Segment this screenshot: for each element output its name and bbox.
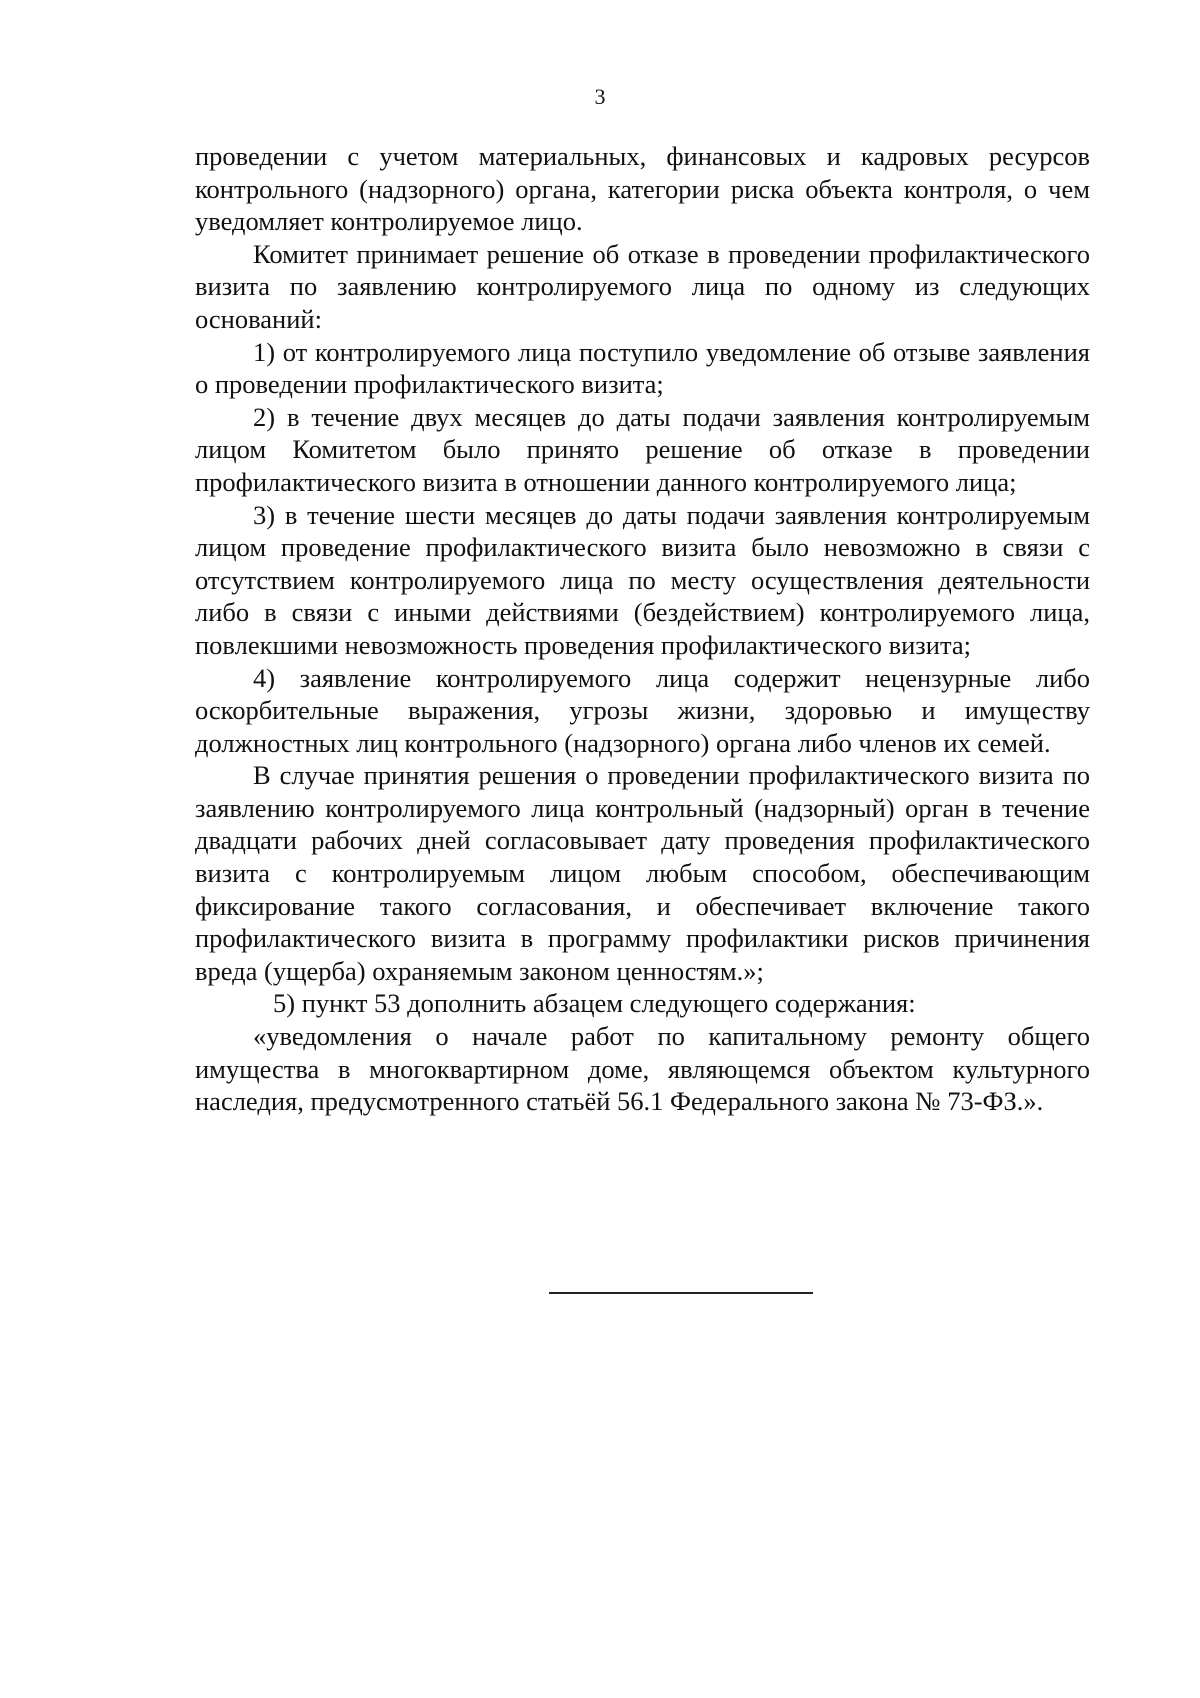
list-item-5: 5) пункт 53 дополнить абзацем следующего содержания: <box>273 988 916 1019</box>
paragraph-refusal-grounds: Комитет принимает решение об отказе в проведении профилактического визита по заявлению контролируемого лица по одному из следующих оснований: <box>195 238 1090 334</box>
paragraph-amendment-quote: «уведомления о начале работ по капитальному ремонту общего имущества в многоквартирном доме, являющемся объектом культурного наследия, предусмотренного статьёй 56.1 Федерального закона № 73-ФЗ.». <box>195 1021 1090 1117</box>
list-item-4: 4) заявление контролируемого лица содержит нецензурные либо оскорбительные выражения, угрозы жизни, здоровью и имуществу должностных лиц контрольного (надзорного) органа либо членов их семей. <box>195 662 1090 758</box>
document-body <box>195 140 1090 1118</box>
page-number: 3 <box>594 84 606 109</box>
list-item-3: 3) в течение шести месяцев до даты подачи заявления контролируемым лицом проведение профилактического визита было невозможно в связи с отсутствием контролируемого лица по месту осуществления деятельности либо в связи с иными действиями (бездействием) контролируемого лица, повлекшими невозможность проведения профилактического визита; <box>195 499 1090 660</box>
list-item-1: 1) от контролируемого лица поступило уведомление об отзыве заявления о проведении профилактического визита; <box>195 336 1090 400</box>
list-item-2: 2) в течение двух месяцев до даты подачи заявления контролируемым лицом Комитетом было принято решение об отказе в проведении профилактического визита в отношении данного контролируемого лица; <box>195 401 1090 497</box>
paragraph-decision: В случае принятия решения о проведении профилактического визита по заявлению контролируемого лица контрольный (надзорный) орган в течение двадцати рабочих дней согласовывает дату проведения профилактического визита с контролируемым лицом любым способом, обеспечивающим фиксирование такого согласования, и обеспечивает включение такого профилактического визита в программу профилактики рисков причинения вреда (ущерба) охраняемым законом ценностям.»; <box>195 760 1090 986</box>
paragraph-continuation: проведении с учетом материальных, финансовых и кадровых ресурсов контрольного (надзорного) органа, категории риска объекта контроля, о чем уведомляет контролируемое лицо. <box>195 141 1090 237</box>
separator-line <box>549 1292 813 1294</box>
